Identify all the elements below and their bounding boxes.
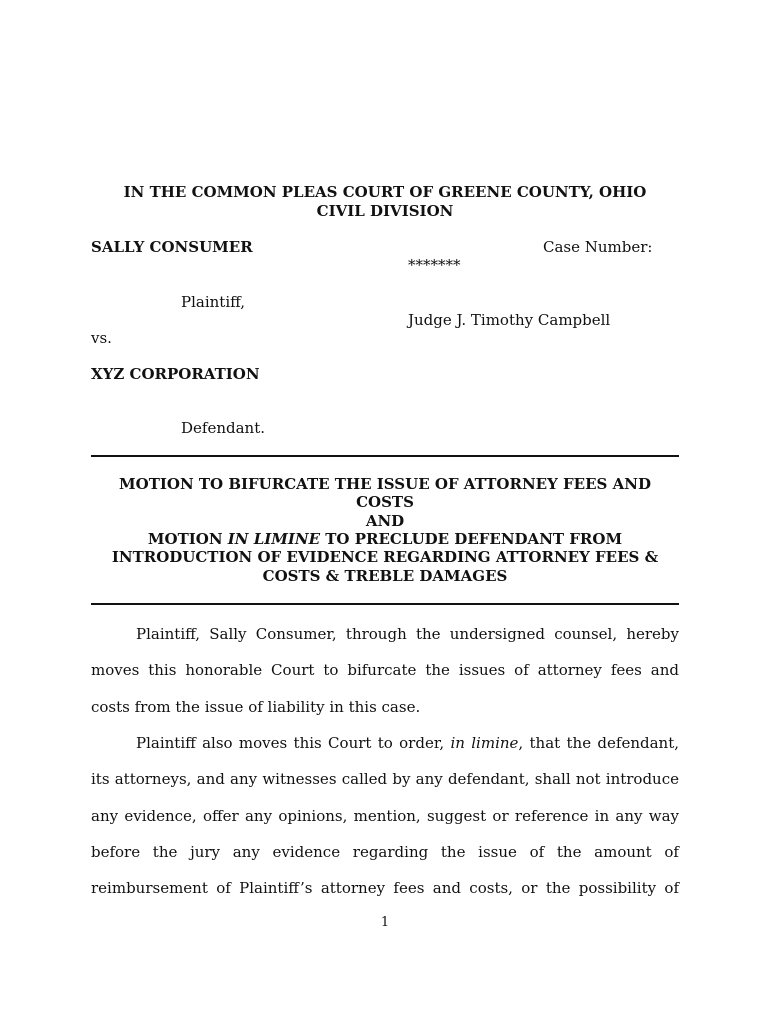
motion-title-line-5: INTRODUCTION OF EVIDENCE REGARDING ATTORNEY FEES & [111,548,659,566]
court-name: IN THE COMMON PLEAS COURT OF GREENE COUNTY, OHIO [123,183,647,201]
plaintiff-name: SALLY CONSUMER [91,238,253,256]
case-number-label: Case Number: [543,238,653,256]
motion-title-line-6: COSTS & TREBLE DAMAGES [262,567,508,585]
body-p1-line-3: costs from the issue of liability in this case. [91,697,421,716]
body-p1-line-2: moves this honorable Court to bifurcate the issues of attorney fees and [91,661,679,680]
body-p2-line-5: reimbursement of Plaintiff’s attorney fees and costs, or the possibility of [91,879,679,898]
body-in-limine: in limine [450,734,519,752]
body-p2-line-1: Plaintiff also moves this Court to order, in limine, that the defendant, [136,734,679,752]
body-p2-line-4: before the jury any evidence regarding the issue of the amount of [91,842,679,861]
motion-title-line-4 [91,530,679,549]
body-p1-line-1: Plaintiff, Sally Consumer, through the undersigned counsel, hereby [136,625,679,643]
caption-divider-bottom [91,603,679,605]
versus-label: vs. [91,329,112,347]
motion-title-line-4-post: TO PRECLUDE DEFENDANT FROM [320,530,623,548]
body-p2-line-2: its attorneys, and any witnesses called by any defendant, shall not introduce [91,770,679,789]
plaintiff-role: Plaintiff, [181,293,246,311]
judge-name: Judge J. Timothy Campbell [408,311,611,329]
defendant-name: XYZ CORPORATION [91,365,260,383]
caption-divider-top [91,455,679,457]
defendant-role: Defendant. [181,419,265,437]
court-division: CIVIL DIVISION [316,202,454,220]
motion-title-line-4-pre: MOTION [147,530,228,548]
body-paragraph-2 [91,725,679,906]
motion-title-in-limine: IN LIMINE [227,530,321,548]
case-number-value: ******* [408,256,461,274]
motion-title-line-1: MOTION TO BIFURCATE THE ISSUE OF ATTORNEY FEES AND [119,475,651,493]
body-paragraph-1 [91,616,679,725]
page-number: 1 [380,915,390,930]
motion-title-line-2: COSTS [356,493,414,511]
body-p2-line-3: any evidence, offer any opinions, mention, suggest or reference in any way [91,806,679,825]
motion-title-line-3: AND [365,512,405,530]
